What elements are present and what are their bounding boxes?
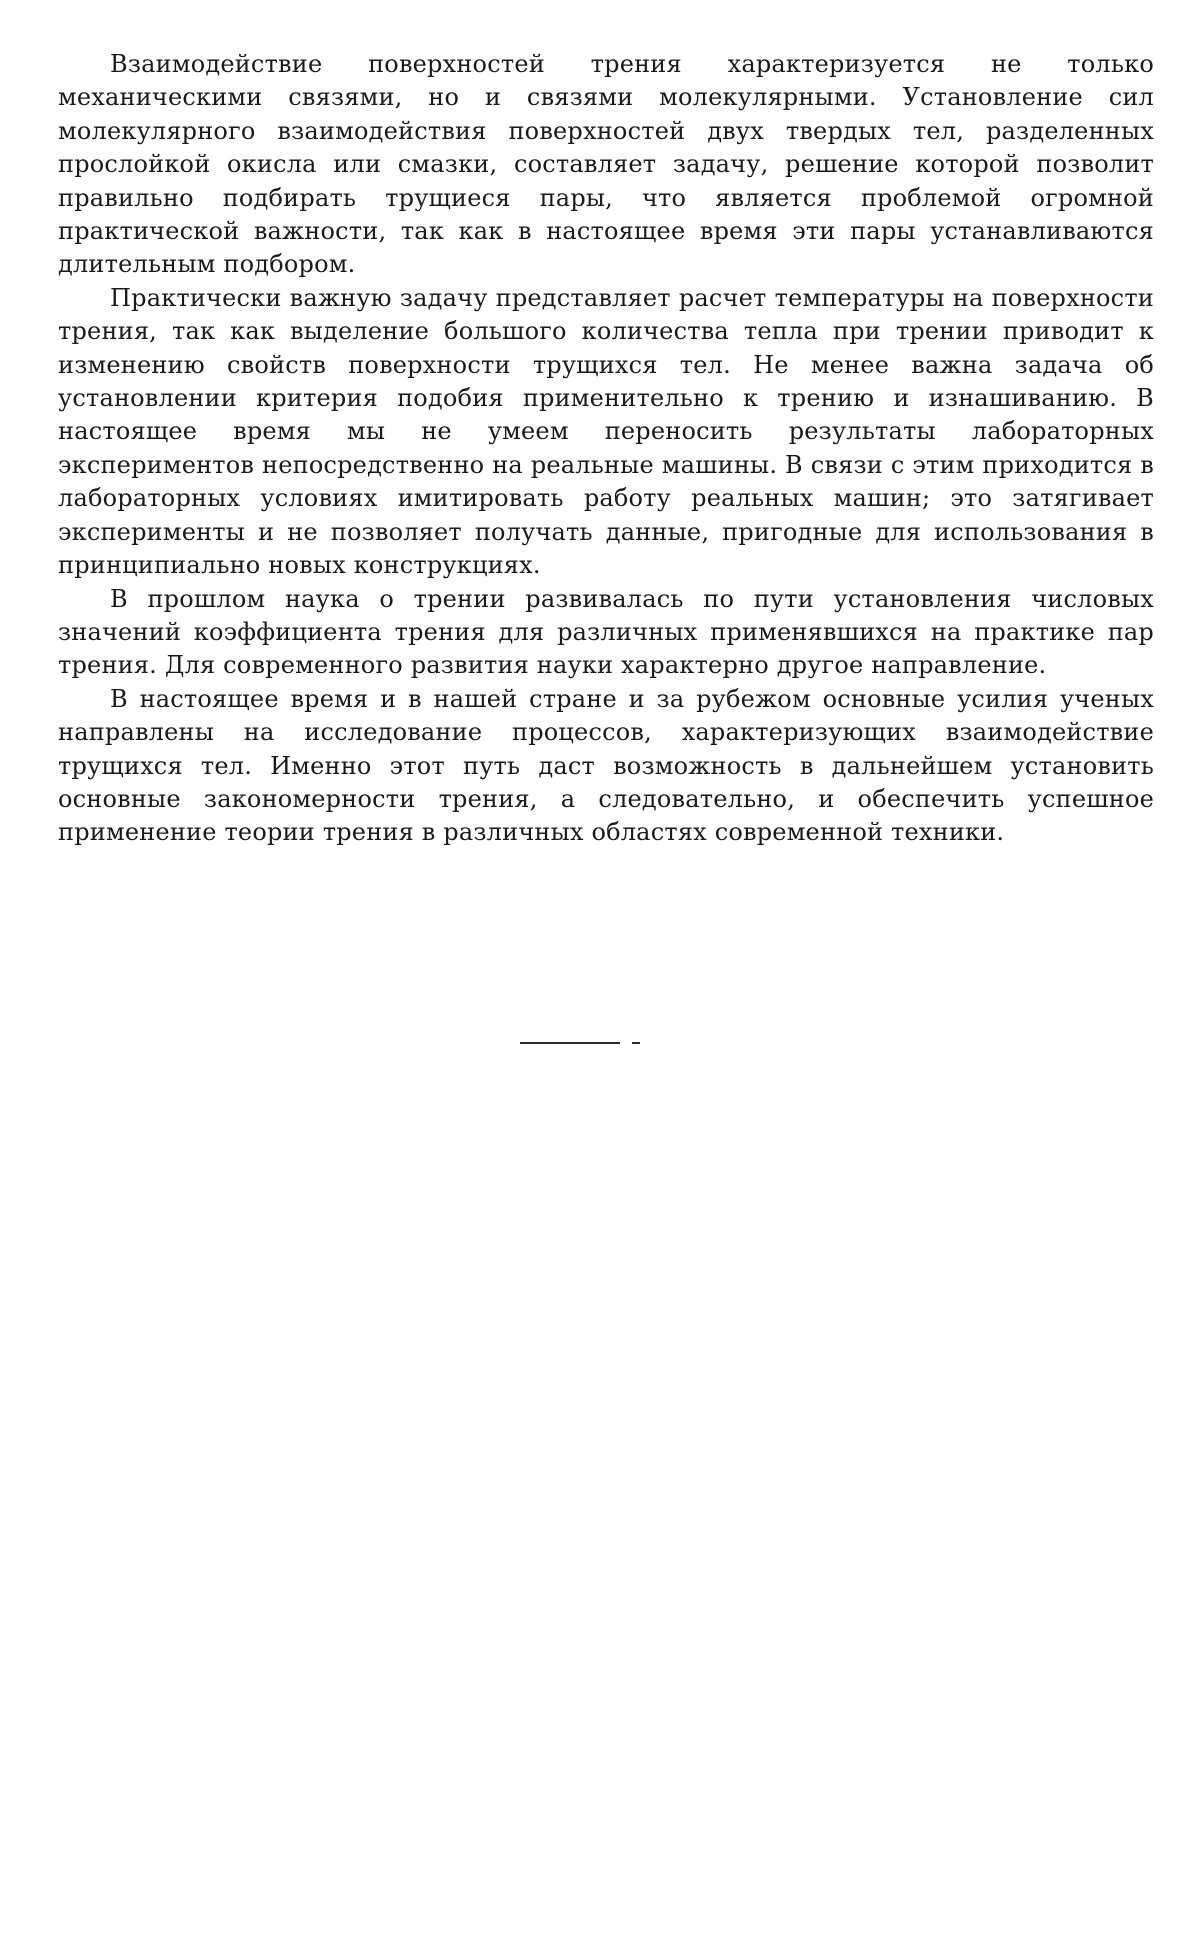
- paragraph-history-of-friction-science: В прошлом наука о трении развивалась по пути установления числовых значений коэффициента трения для различных применявшихся на практике пар трения. Для современного развития науки характерно другое направление.: [58, 584, 1154, 680]
- paragraph-current-research: В настоящее время и в нашей стране и за рубежом основные усилия ученых направлены на исследование процессов, характеризующих взаимодействие трущихся тел. Именно этот путь даст возможность в дальнейшем установить основные закономерности трения, а следовательно, и обеспечить успешное применение теории трения в различных областях современной техники.: [58, 684, 1154, 847]
- paragraph-temperature-calculation: Практически важную задачу представляет расчет температуры на поверхности трения, так как выделение большого количества тепла при трении приводит к изменению свойств поверхности трущихся тел. Не менее важна задача об установлении критерия подобия применительно к трению и изнашиванию. В настоящее время мы не умеем переносить результаты лабораторных экспериментов непосредственно на реальные машины. В связи с этим приходится в лабораторных условиях имитировать работу реальных машин; это затягивает эксперименты и не позволяет получать данные, пригодные для использования в принципиально новых конструкциях.: [58, 283, 1154, 580]
- end-rule-long-dash: [520, 1042, 620, 1044]
- section-end-rule: [520, 1041, 650, 1045]
- end-rule-short-dash: [632, 1042, 640, 1044]
- body-text: [58, 48, 1154, 850]
- paragraph-molecular-interaction: Взаимодействие поверхностей трения характеризуется не только механическими связями, но и связями молекулярными. Установление сил молекулярного взаимодействия поверхностей двух твердых тел, разделенных прослойкой окисла или смазки, составляет задачу, решение которой позволит правильно подбирать трущиеся пары, что является проблемой огромной практической важности, так как в настоящее время эти пары устанавливаются длительным подбором.: [58, 50, 1154, 279]
